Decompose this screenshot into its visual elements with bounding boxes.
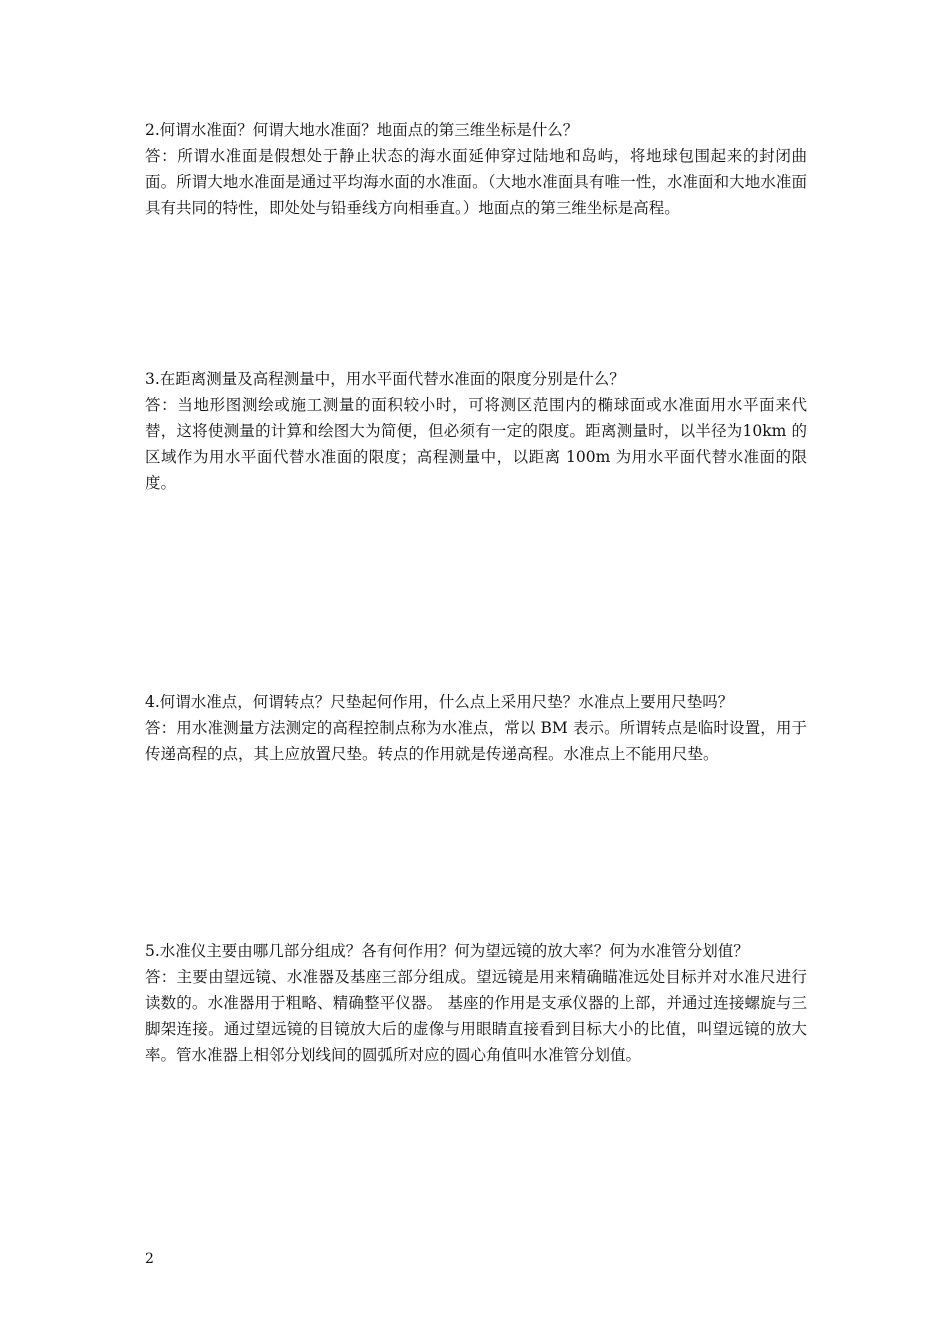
page-number: 2 bbox=[145, 1251, 154, 1267]
answer-4: 答：用水准测量方法测定的高程控制点称为水准点，常以 BM 表示。所谓转点是临时设置，用于传递高程的点，其上应放置尺垫。转点的作用就是传递高程。水准点上不能用尺垫。 bbox=[145, 719, 807, 763]
answer-2: 答：所谓水准面是假想处于静止状态的海水面延伸穿过陆地和岛屿，将地球包围起来的封闭曲面。所谓大地水准面是通过平均海水面的水准面。（大地水准面具有唯一性，水准面和大地水准面具有共同的特性，即处处与铅垂线方向相垂直。）地面点的第三维坐标是高程。 bbox=[145, 147, 807, 217]
qa-block-2 bbox=[145, 117, 807, 221]
question-2: 2.何谓水准面？何谓大地水准面？地面点的第三维坐标是什么？ bbox=[145, 121, 579, 139]
question-3: 3.在距离测量及高程测量中，用水平面代替水准面的限度分别是什么？ bbox=[145, 370, 625, 388]
question-5: 5.水准仪主要由哪几部分组成？各有何作用？何为望远镜的放大率？何为水准管分划值？ bbox=[145, 942, 749, 960]
qa-block-4 bbox=[145, 689, 807, 767]
qa-block-5 bbox=[145, 938, 807, 1068]
answer-5: 答：主要由望远镜、水准器及基座三部分组成。望远镜是用来精确瞄准远处目标并对水准尺进行读数的。水准器用于粗略、精确整平仪器。 基座的作用是支承仪器的上部，并通过连接螺旋与三脚架连接。通过望远镜的目镜放大后的虚像与用眼睛直接看到目标大小的比值，叫望远镜的放大率。管水准器上相邻分划线间的圆弧所对应的圆心角值叫水准管分划值。 bbox=[145, 968, 807, 1064]
answer-3: 答：当地形图测绘或施工测量的面积较小时，可将测区范围内的椭球面或水准面用水平面来代替，这将使测量的计算和绘图大为简便，但必须有一定的限度。距离测量时，以半径为10km 的区域作为用水平面代替水准面的限度；高程测量中，以距离 100m 为用水平面代替水准面的限度。 bbox=[145, 396, 807, 492]
question-4: 4.何谓水准点，何谓转点？尺垫起何作用，什么点上采用尺垫？水准点上要用尺垫吗？ bbox=[145, 693, 734, 711]
qa-block-3 bbox=[145, 366, 807, 496]
